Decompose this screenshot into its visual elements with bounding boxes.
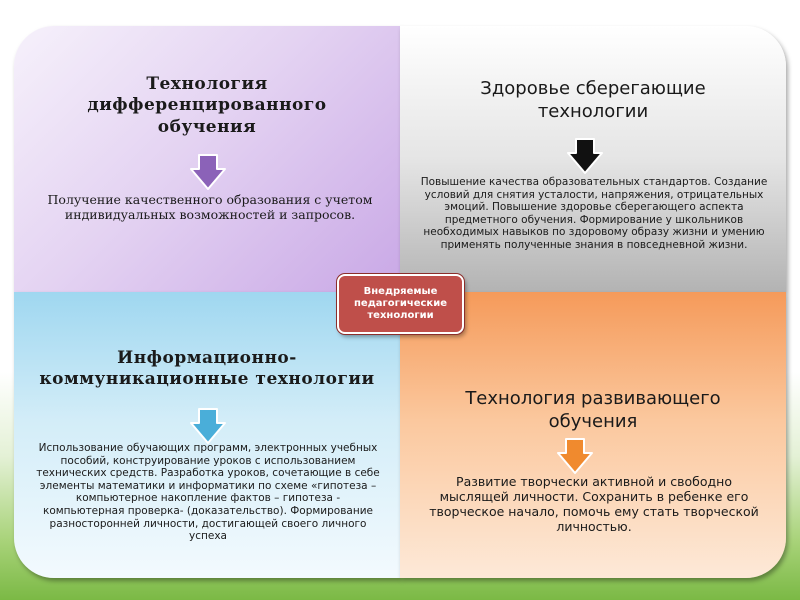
center-badge: Внедряемые педагогические технологии — [337, 274, 464, 334]
quadrant-title: Информационно-коммуникационные технологии — [39, 348, 375, 390]
arrow-down-icon — [557, 438, 593, 474]
quadrant-health-saving — [400, 26, 786, 292]
quadrant-title: Технология развивающего обучения — [465, 388, 721, 432]
quadrant-ict — [14, 292, 400, 578]
quadrant-differentiated-learning — [14, 26, 400, 292]
quadrant-description: Развитие творчески активной и свободно мыслящей личности. Сохранить в ребенке его творческое начало, помочь ему стать творческой личностью. — [429, 474, 759, 534]
quadrant-developmental-learning — [400, 292, 786, 578]
quadrant-description: Повышение качества образовательных стандартов. Создание условий для снятия усталости, напряжения, отрицательных эмоций. Повышение здоровье сберегающего аспекта предметного обучения. Формирование у школьников необходимых навыков по здоровому образу жизни и умению применять полученные знания в повседневной жизни. — [420, 176, 768, 251]
arrow-down-icon — [190, 408, 226, 444]
arrow-down-icon — [567, 138, 603, 174]
quadrant-description: Получение качественного образования с учетом индивидуальных возможностей и запросов. — [47, 192, 373, 222]
quadrant-title: Технология дифференцированного обучения — [87, 74, 327, 137]
arrow-down-icon — [190, 154, 226, 190]
quadrant-title: Здоровье сберегающие технологии — [480, 78, 706, 122]
quadrant-description: Использование обучающих программ, электронных учебных пособий, конструирование уроков с использованием технических средств. Разработка уроков, сочетающие в себе элементы математики и информатики по схеме «гипотеза – компьютерное накопление фактов – гипотеза - компьютерная проверка- (доказательство). Формирование разносторонней личности, достигающей своего личного успеха — [36, 442, 380, 543]
